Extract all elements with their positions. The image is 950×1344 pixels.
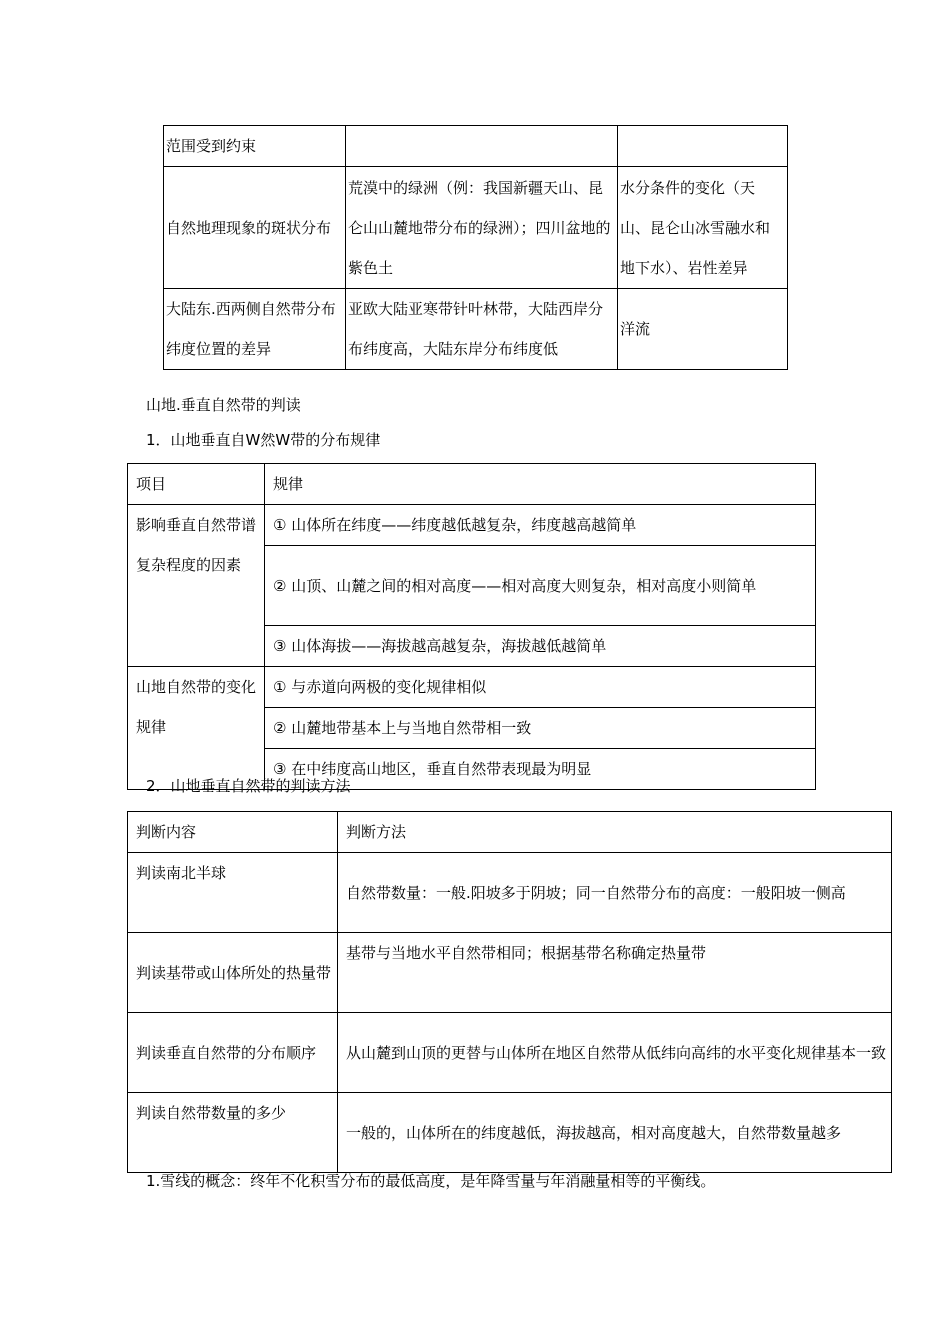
table-row xyxy=(128,933,892,1013)
table-row xyxy=(128,667,816,708)
table-cell: ① 山体所在纬度——纬度越低越复杂，纬度越高越简单 xyxy=(265,505,816,546)
table-cell: 一般的，山体所在的纬度越低，海拔越高，相对高度越大，自然带数量越多 xyxy=(338,1093,892,1173)
vertical-zone-rules-table xyxy=(127,463,816,790)
table-cell: 判读自然带数量的多少 xyxy=(128,1093,338,1173)
table-cell: 自然带数量：一般.阳坡多于阴坡；同一自然带分布的高度：一般阳坡一侧高 xyxy=(338,853,892,933)
table-cell: ② 山麓地带基本上与当地自然带相一致 xyxy=(265,708,816,749)
table-row xyxy=(164,167,788,289)
table-cell: 亚欧大陆亚寒带针叶林带，大陆西岸分布纬度高，大陆东岸分布纬度低 xyxy=(346,289,618,370)
table-cell: ② 山顶、山麓之间的相对高度——相对高度大则复杂，相对高度小则简单 xyxy=(265,546,816,626)
table-cell: 从山麓到山顶的更替与山体所在地区自然带从低纬向高纬的水平变化规律基本一致 xyxy=(338,1013,892,1093)
table-cell: 基带与当地水平自然带相同；根据基带名称确定热量带 xyxy=(338,933,892,1013)
table-cell: ③ 山体海拔——海拔越高越复杂，海拔越低越简单 xyxy=(265,626,816,667)
table-row xyxy=(164,126,788,167)
table-row xyxy=(128,1093,892,1173)
section-heading: 山地.垂直自然带的判读 xyxy=(146,396,301,414)
table-cell: 判读基带或山体所处的热量带 xyxy=(128,933,338,1013)
table-cell: 范围受到约束 xyxy=(164,126,346,167)
table-row xyxy=(164,289,788,370)
table-cell: 水分条件的变化（天山、昆仑山冰雪融水和地下水）、岩性差异 xyxy=(618,167,788,289)
column-header: 判断内容 xyxy=(128,812,338,853)
table-header-row xyxy=(128,812,892,853)
row-group-label: 山地自然带的变化规律 xyxy=(128,667,265,790)
column-header: 规律 xyxy=(265,464,816,505)
footer-paragraph: 1.雪线的概念：终年不化积雪分布的最低高度，是年降雪量与年消融量相等的平衡线。 xyxy=(146,1172,716,1190)
table-cell xyxy=(346,126,618,167)
table-row xyxy=(128,853,892,933)
subsection-title: 2．山地垂直自然带的判读方法 xyxy=(146,777,351,795)
table-cell xyxy=(618,126,788,167)
row-group-label: 影响垂直自然带谱复杂程度的因素 xyxy=(128,505,265,667)
natural-zones-table xyxy=(163,125,788,370)
table-cell: 自然地理现象的斑状分布 xyxy=(164,167,346,289)
column-header: 项目 xyxy=(128,464,265,505)
table-cell: 洋流 xyxy=(618,289,788,370)
table-cell: ① 与赤道向两极的变化规律相似 xyxy=(265,667,816,708)
table-row xyxy=(128,1013,892,1093)
table-cell: 大陆东.西两侧自然带分布纬度位置的差异 xyxy=(164,289,346,370)
table-cell: 判读垂直自然带的分布顺序 xyxy=(128,1013,338,1093)
column-header: 判断方法 xyxy=(338,812,892,853)
judgment-methods-table xyxy=(127,811,892,1173)
table-cell: 判读南北半球 xyxy=(128,853,338,933)
table-cell: 荒漠中的绿洲（例：我国新疆天山、昆仑山山麓地带分布的绿洲）；四川盆地的紫色土 xyxy=(346,167,618,289)
subsection-title: 1．山地垂直自W然W带的分布规律 xyxy=(146,431,381,449)
table-cell: ③ 在中纬度高山地区，垂直自然带表现最为明显 xyxy=(265,749,816,790)
table-row xyxy=(128,505,816,546)
table-header-row xyxy=(128,464,816,505)
